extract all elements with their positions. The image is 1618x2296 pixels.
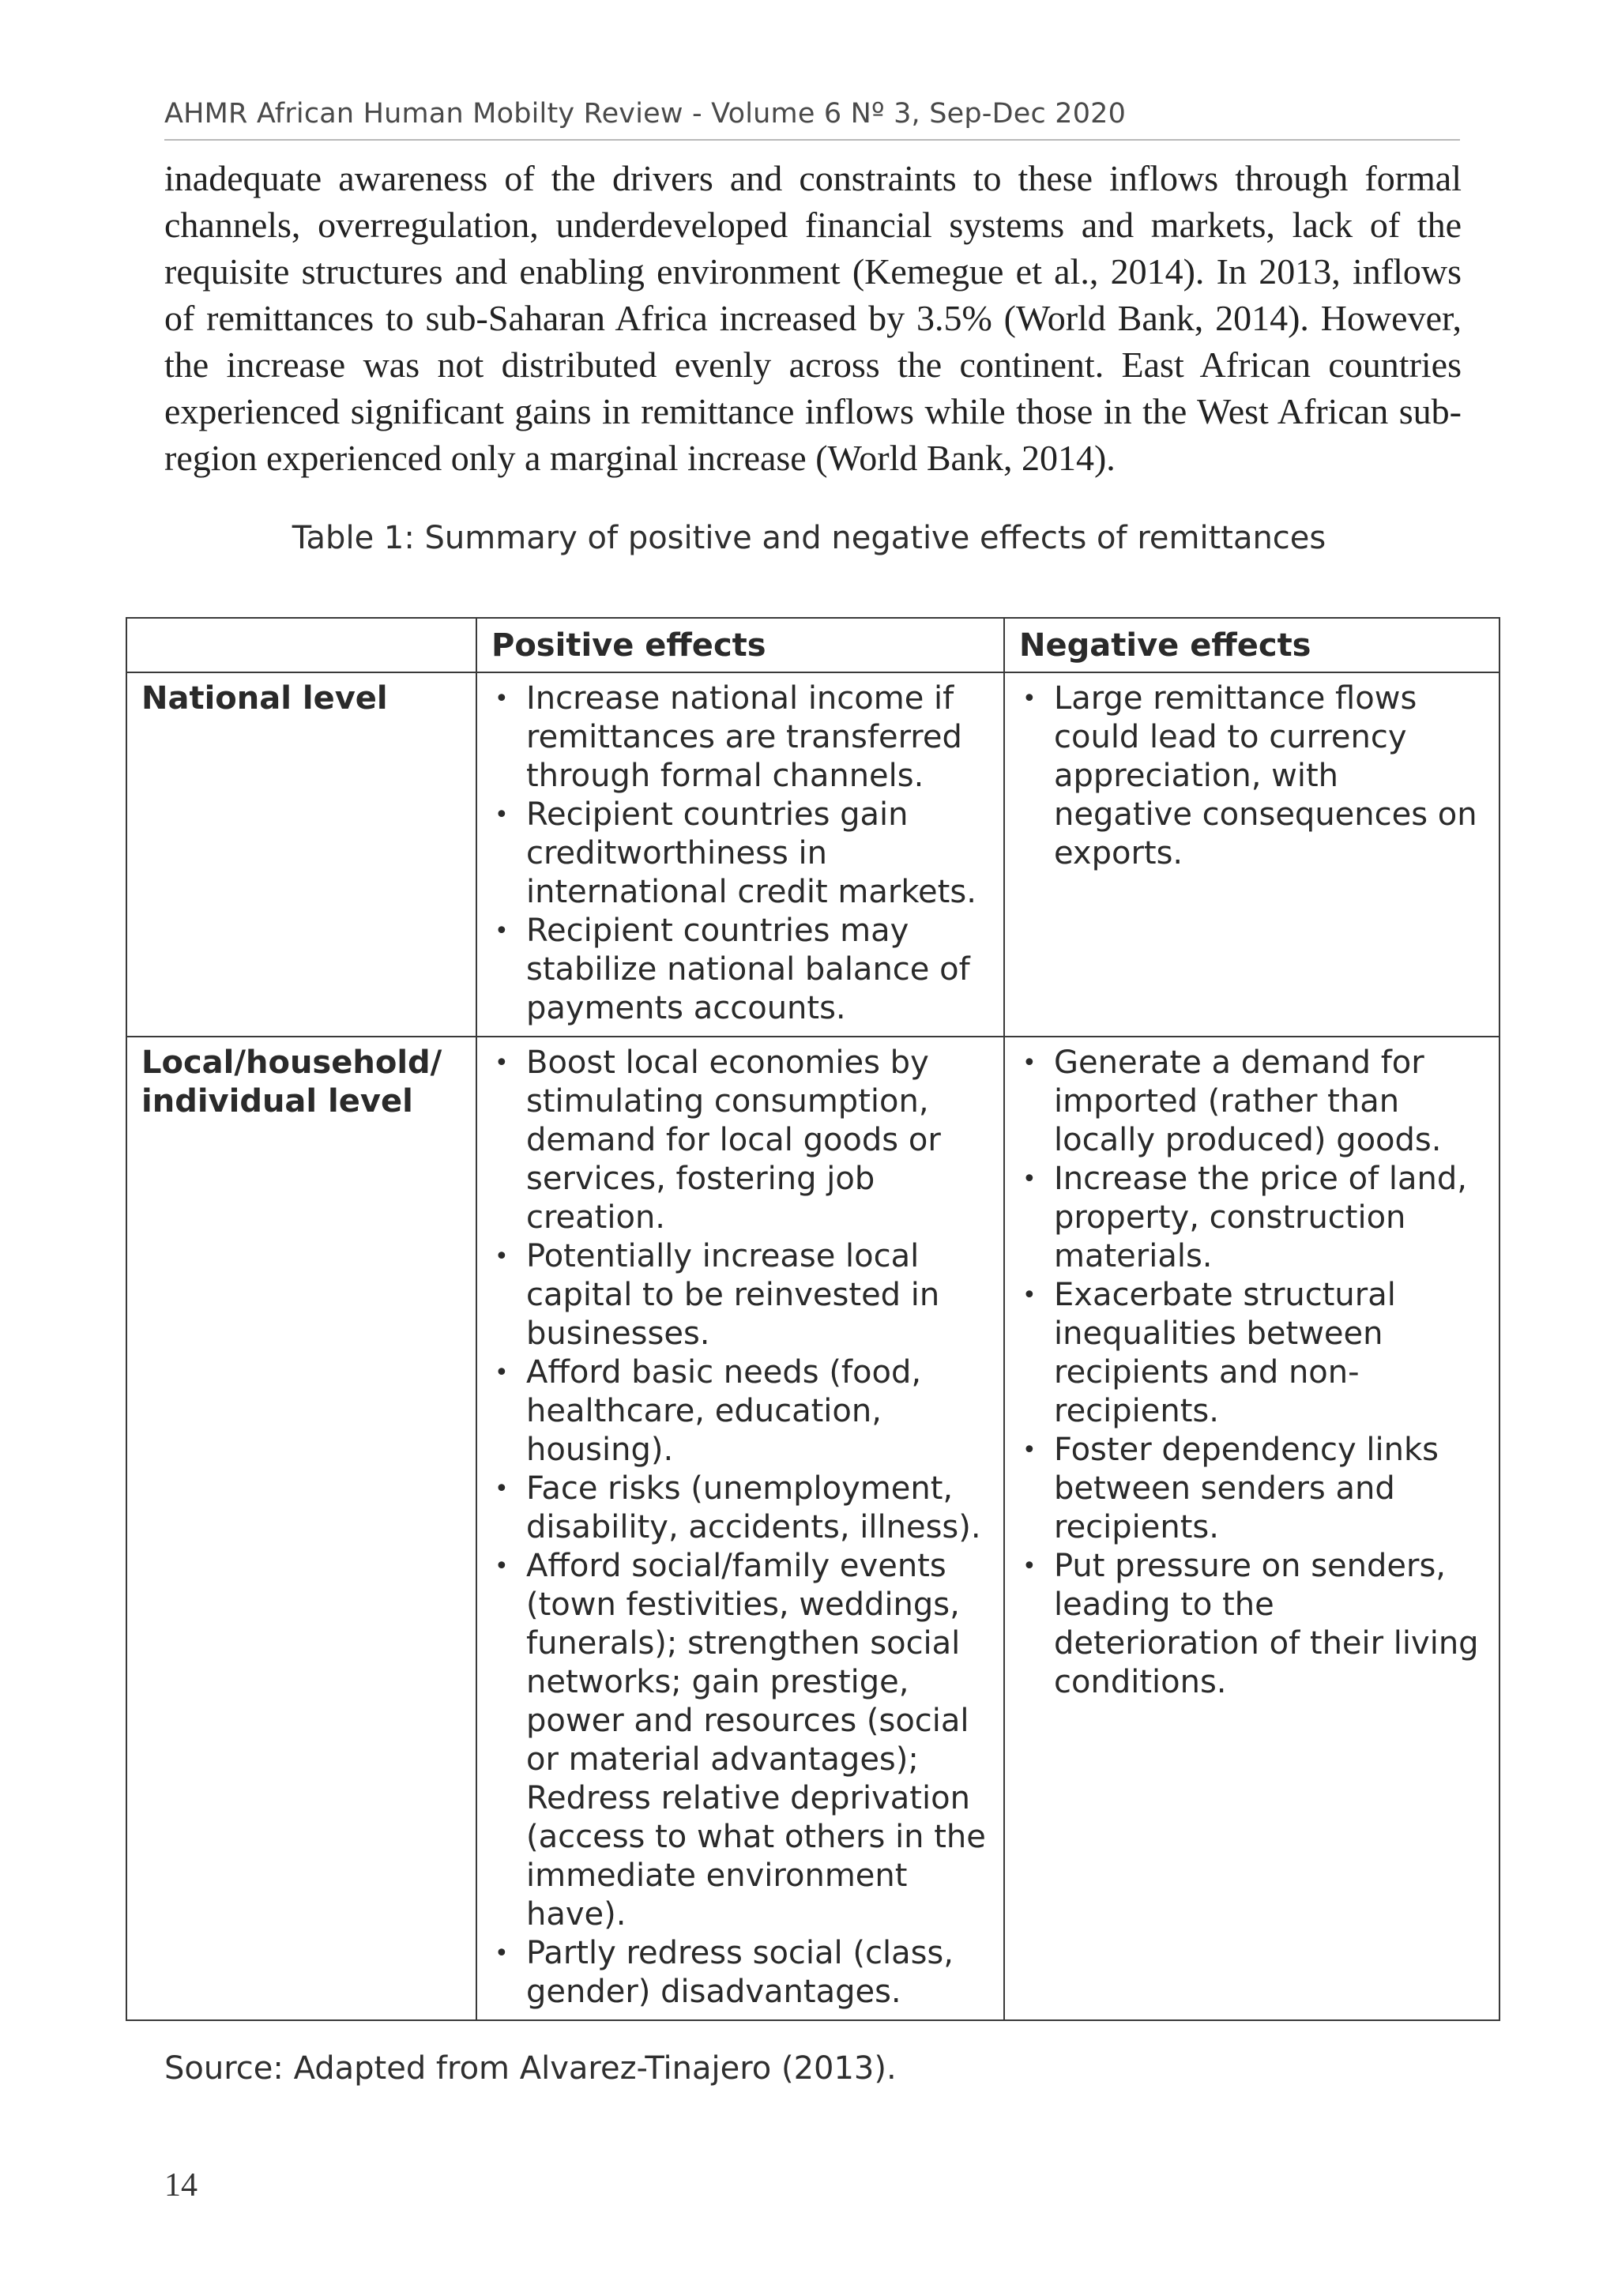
list-item: • Exacerbate structural inequalities between recipients and non-recipients.: [1019, 1276, 1486, 1431]
national-negative-cell: [1004, 672, 1499, 1037]
national-negative-list: [1019, 679, 1486, 873]
list-item: • Large remittance flows could lead to currency appreciation, with negative consequences on exports.: [1019, 679, 1486, 873]
table-row-local: [126, 1037, 1499, 2020]
table-row-national: [126, 672, 1499, 1037]
running-header: AHMR African Human Mobilty Review - Volume 6 Nº 3, Sep-Dec 2020: [164, 98, 1460, 141]
list-item: • Afford social/family events (town festivities, weddings, funerals); strengthen social networks; gain prestige, power and resources (social or material advantages); Redress relative deprivation (access to what others in the immediate environment have).: [491, 1547, 991, 1934]
local-positive-cell: [476, 1037, 1004, 2020]
list-item: • Boost local economies by stimulating consumption, demand for local goods or services, fostering job creation.: [491, 1044, 991, 1237]
list-item: • Recipient countries may stabilize national balance of payments accounts.: [491, 912, 991, 1028]
source-note: Source: Adapted from Alvarez-Tinajero (2013).: [164, 2050, 897, 2087]
row-label-national: National level: [126, 672, 476, 1037]
list-item: • Put pressure on senders, leading to the deterioration of their living conditions.: [1019, 1547, 1486, 1702]
national-positive-cell: [476, 672, 1004, 1037]
list-item: • Generate a demand for imported (rather than locally produced) goods.: [1019, 1044, 1486, 1160]
effects-table: [126, 617, 1500, 2021]
local-positive-list: [491, 1044, 991, 2012]
intro-paragraph: inadequate awareness of the drivers and constraints to these inflows through formal channels, overregulation, underdeveloped financial systems and markets, lack of the requisite structures and enabling environment (Kemegue et al., 2014). In 2013, inflows of remittances to sub-Saharan Africa increased by 3.5% (World Bank, 2014). However, the increase was not distributed evenly across the continent. East African countries experienced significant gains in remittance inflows while those in the West African sub-region experienced only a marginal increase (World Bank, 2014).: [164, 158, 1462, 478]
list-item: • Recipient countries gain creditworthiness in international credit markets.: [491, 796, 991, 912]
header-positive-effects: Positive effects: [476, 618, 1004, 672]
list-item: • Increase the price of land, property, construction materials.: [1019, 1160, 1486, 1276]
local-negative-cell: [1004, 1037, 1499, 2020]
list-item: • Partly redress social (class, gender) disadvantages.: [491, 1934, 991, 2012]
national-positive-list: [491, 679, 991, 1028]
list-item: • Face risks (unemployment, disability, accidents, illness).: [491, 1470, 991, 1547]
header-cell-empty: [126, 618, 476, 672]
list-item: • Increase national income if remittances are transferred through formal channels.: [491, 679, 991, 796]
table-caption: Table 1: Summary of positive and negative effects of remittances: [292, 520, 1326, 556]
list-item: • Foster dependency links between senders and recipients.: [1019, 1431, 1486, 1547]
header-negative-effects: Negative effects: [1004, 618, 1499, 672]
row-label-local: Local/household/ individual level: [126, 1037, 476, 2020]
list-item: • Afford basic needs (food, healthcare, education, housing).: [491, 1353, 991, 1470]
page-number: 14: [164, 2167, 198, 2204]
list-item: • Potentially increase local capital to be reinvested in businesses.: [491, 1237, 991, 1353]
table-header-row: [126, 618, 1499, 672]
local-negative-list: [1019, 1044, 1486, 1702]
